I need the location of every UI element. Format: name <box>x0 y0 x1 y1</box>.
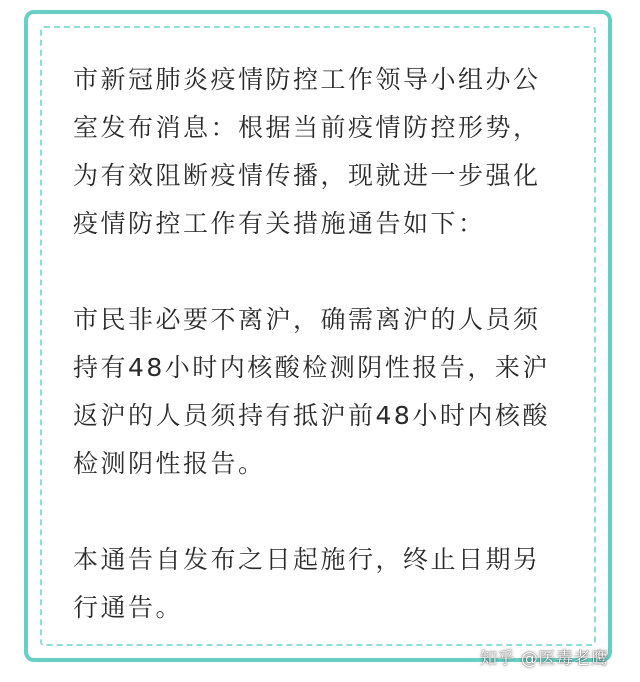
text-line: 返沪的人员须持有抵沪前48小时内核酸 <box>73 401 550 430</box>
text-line: 市民非必要不离沪，确需离沪的人员须 <box>73 305 541 334</box>
text-line: 市新冠肺炎疫情防控工作领导小组办公 <box>73 65 541 94</box>
text-line: 本通告自发布之日起施行，终止日期另 <box>73 545 541 574</box>
text-line: 为有效阻断疫情传播，现就进一步强化 <box>73 161 541 190</box>
notice-paragraph-measures <box>73 296 573 488</box>
watermark-text: 知乎 @医毒老鹰 <box>480 649 609 669</box>
notice-body <box>73 56 573 632</box>
notice-paragraph-intro <box>73 56 573 248</box>
text-line: 行通告。 <box>73 593 184 622</box>
text-line: 持有48小时内核酸检测阴性报告，来沪 <box>73 353 550 382</box>
text-line: 疫情防控工作有关措施通告如下： <box>73 209 486 238</box>
text-line: 检测阴性报告。 <box>73 449 266 478</box>
paragraph-spacer <box>73 248 573 296</box>
paragraph-spacer <box>73 488 573 536</box>
notice-paragraph-effective <box>73 536 573 632</box>
text-line: 室发布消息：根据当前疫情防控形势， <box>73 113 541 142</box>
